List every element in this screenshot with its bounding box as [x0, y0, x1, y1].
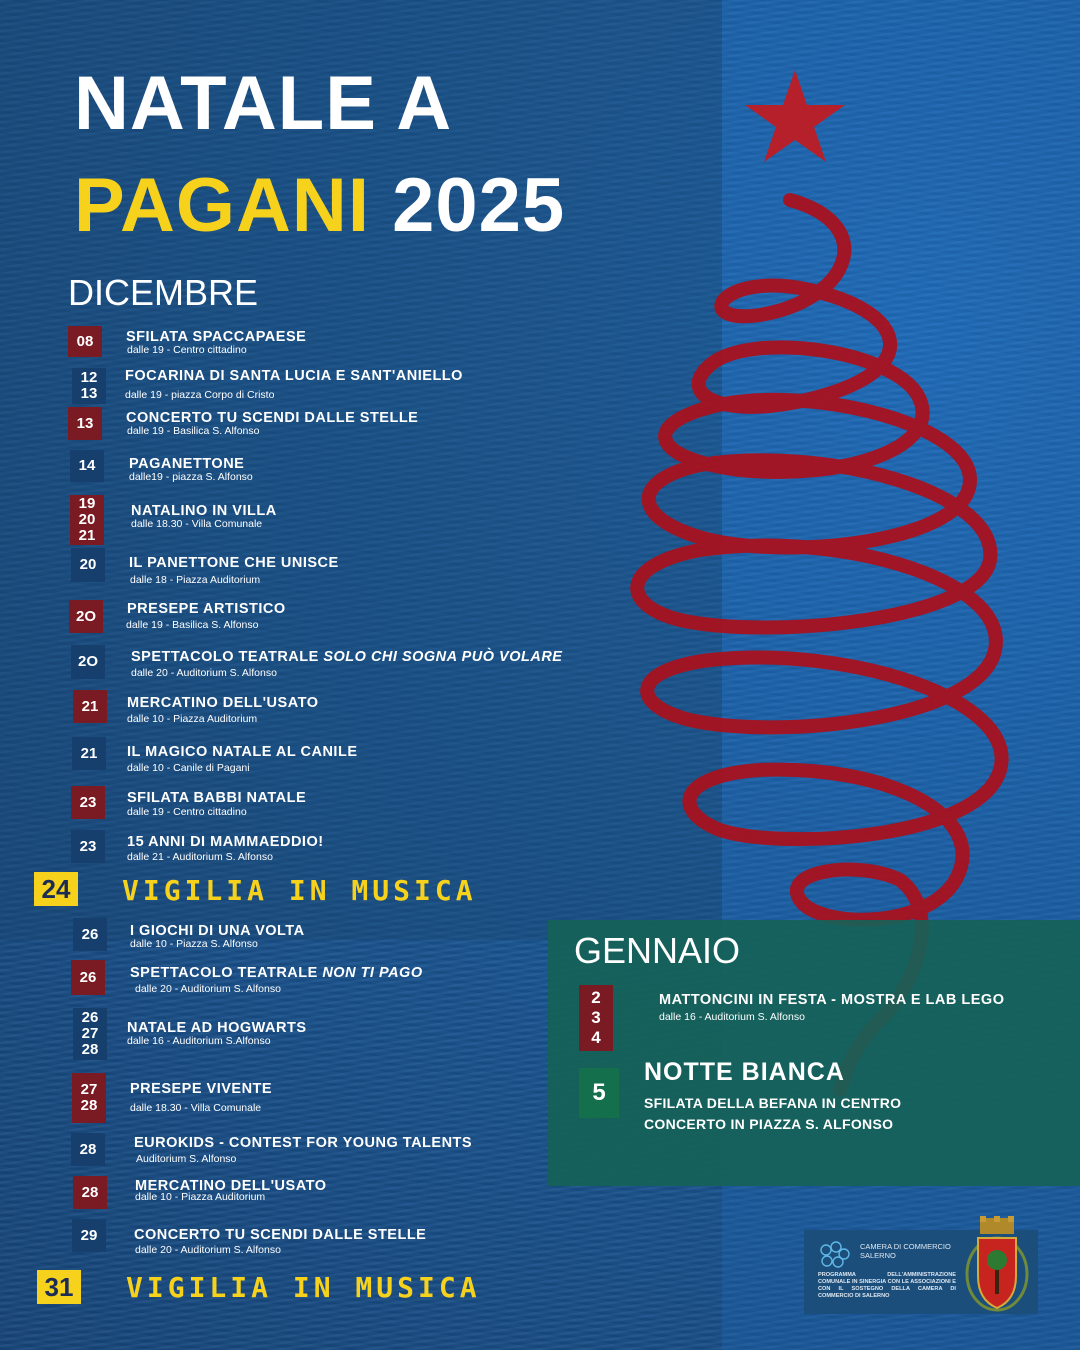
- event-date-badge: [69, 600, 103, 633]
- town-crest-icon: [962, 1216, 1032, 1316]
- event-date-badge: [73, 918, 107, 951]
- event-date-badge: [68, 407, 102, 440]
- event-date-badge: [71, 786, 105, 819]
- event-title: IL MAGICO NATALE AL CANILE: [127, 744, 358, 760]
- event-date-badge: [71, 548, 105, 582]
- event-details: dalle 16 - Auditorium S.Alfonso: [127, 1035, 271, 1047]
- notte-line-2: CONCERTO IN PIAZZA S. ALFONSO: [644, 1116, 894, 1132]
- sponsor-text: PROGRAMMA DELL'AMMINISTRAZIONE COMUNALE IN SINERGIA CON LE ASSOCIAZIONI E CON IL SOSTEGNO DELLA CAMERA DI COMMERCIO DI SALERNO: [818, 1272, 956, 1299]
- event-title: MERCATINO DELL'USATO: [127, 695, 319, 711]
- event-title: I GIOCHI DI UNA VOLTA: [130, 923, 305, 939]
- title-line1: NATALE A: [74, 61, 453, 146]
- event-details: dalle 10 - Canile di Pagani: [127, 762, 250, 774]
- event-date-badge: [71, 1133, 105, 1166]
- event-date: 26: [79, 968, 97, 986]
- event-details: dalle 18.30 - Villa Comunale: [130, 1102, 262, 1114]
- event-details: dalle 18.30 - Villa Comunale: [131, 518, 263, 530]
- event-details: dalle 19 - Centro cittadino: [127, 806, 247, 818]
- event-date-badge: [73, 690, 107, 723]
- event-date: 2O: [75, 607, 96, 625]
- chamber-name: CAMERA DI COMMERCIO SALERNO: [860, 1242, 951, 1260]
- event-date: 26: [81, 1009, 99, 1026]
- chamber-logo-icon: [816, 1240, 852, 1270]
- event-date-badge: [73, 1176, 107, 1209]
- event-date: 20: [79, 556, 97, 573]
- event-date: 28: [79, 1140, 97, 1158]
- event-date: 08: [76, 332, 94, 350]
- lego-date: 2: [591, 988, 601, 1007]
- vigilia-24-date: 24: [34, 872, 78, 906]
- event-title: CONCERTO TU SCENDI DALLE STELLE: [126, 410, 419, 426]
- event-date: 12: [80, 369, 98, 386]
- event-date-badge: [71, 960, 105, 995]
- notte-date: 5: [592, 1079, 606, 1106]
- event-date: 2O: [77, 653, 98, 670]
- event-date-badge: [72, 368, 106, 404]
- event-date: 21: [78, 527, 96, 544]
- vigilia-24-label: VIGILIA IN MUSICA: [122, 874, 477, 907]
- vigilia-31-label: VIGILIA IN MUSICA: [126, 1271, 481, 1304]
- event-date: 13: [80, 385, 98, 402]
- event-details: dalle 19 - Basilica S. Alfonso: [127, 425, 260, 437]
- event-details: dalle 19 - Basilica S. Alfonso: [126, 619, 259, 631]
- event-date-badge: [70, 450, 104, 482]
- event-title-italic: SOLO CHI SOGNA PUÒ VOLARE: [318, 649, 563, 665]
- event-date-badge: [70, 495, 104, 545]
- event-date-badge: [72, 1073, 106, 1123]
- event-details: Auditorium S. Alfonso: [136, 1153, 237, 1165]
- event-date: 26: [81, 925, 99, 943]
- event-title: CONCERTO TU SCENDI DALLE STELLE: [134, 1227, 427, 1243]
- month-dicembre: DICEMBRE: [68, 272, 259, 313]
- event-title: EUROKIDS - CONTEST FOR YOUNG TALENTS: [134, 1135, 473, 1151]
- event-details: dalle 18 - Piazza Auditorium: [130, 574, 261, 586]
- event-details: dalle 20 - Auditorium S. Alfonso: [135, 983, 281, 995]
- event-details: dalle 19 - Centro cittadino: [127, 344, 247, 356]
- vigilia-31: [0, 1267, 560, 1307]
- sponsor-box: [804, 1230, 1038, 1314]
- lego-title: MATTONCINI IN FESTA - MOSTRA E LAB LEGO: [659, 992, 1005, 1008]
- notte-bianca-title: NOTTE BIANCA: [644, 1058, 845, 1086]
- vigilia-24: [0, 870, 560, 910]
- event-title: PAGANETTONE: [129, 456, 245, 472]
- event-details: dalle 10 - Piazza Auditorium: [127, 713, 258, 725]
- event-date: 21: [80, 744, 98, 762]
- event-details: dalle 20 - Auditorium S. Alfonso: [135, 1244, 281, 1256]
- event-date-badge: [71, 830, 105, 863]
- event-date: 23: [79, 793, 97, 811]
- lego-date: 4: [591, 1028, 601, 1047]
- event-details: dalle 21 - Auditorium S. Alfonso: [127, 851, 273, 863]
- event-date: 28: [80, 1097, 98, 1114]
- notte-date-badge: [579, 1068, 619, 1118]
- event-details: dalle 19 - piazza Corpo di Cristo: [125, 389, 275, 401]
- lego-subtitle: dalle 16 - Auditorium S. Alfonso: [659, 1011, 805, 1023]
- event-date: 27: [81, 1025, 99, 1042]
- month-gennaio: GENNAIO: [574, 930, 741, 971]
- event-date: 19: [78, 495, 96, 512]
- event-title: SFILATA SPACCAPAESE: [126, 329, 307, 345]
- event-title: SPETTACOLO TEATRALE NON TI PAGO: [130, 965, 423, 981]
- lego-date: 3: [591, 1008, 601, 1027]
- event-date-badge: [68, 326, 102, 357]
- event-date: 20: [78, 511, 96, 528]
- event-details: dalle 10 - Piazza Auditorium: [135, 1191, 266, 1203]
- star-icon: [745, 70, 845, 162]
- notte-line-1: SFILATA DELLA BEFANA IN CENTRO: [644, 1095, 902, 1111]
- event-details: dalle 10 - Piazza S. Alfonso: [130, 938, 258, 950]
- event-date: 28: [81, 1041, 99, 1058]
- event-title: SFILATA BABBI NATALE: [127, 790, 307, 806]
- event-details: dalle 20 - Auditorium S. Alfonso: [131, 667, 277, 679]
- event-date: 27: [80, 1081, 98, 1098]
- event-title: IL PANETTONE CHE UNISCE: [129, 555, 339, 571]
- event-title: 15 ANNI DI MAMMAEDDIO!: [127, 834, 324, 850]
- vigilia-31-date: 31: [37, 1270, 81, 1304]
- event-date: 14: [78, 457, 96, 474]
- event-date: 13: [76, 414, 94, 432]
- event-title: NATALINO IN VILLA: [131, 503, 277, 519]
- lego-date-badge: [579, 985, 613, 1051]
- event-date: 29: [80, 1226, 98, 1244]
- event-title: MERCATINO DELL'USATO: [135, 1178, 327, 1194]
- event-date: 28: [81, 1183, 99, 1201]
- event-title: PRESEPE VIVENTE: [130, 1081, 273, 1097]
- event-title: NATALE AD HOGWARTS: [127, 1020, 307, 1036]
- event-title: SPETTACOLO TEATRALE SOLO CHI SOGNA PUÒ VOLARE: [131, 649, 563, 665]
- title-city: PAGANI: [74, 163, 370, 248]
- title-line2: [74, 162, 565, 249]
- event-title-italic: NON TI PAGO: [317, 965, 423, 981]
- title-year: 2025: [392, 163, 566, 248]
- event-title: FOCARINA DI SANTA LUCIA E SANT'ANIELLO: [125, 368, 463, 384]
- event-date-badge: [72, 1219, 106, 1252]
- event-date-badge: [72, 737, 106, 770]
- event-date-badge: [71, 645, 105, 679]
- event-title: PRESEPE ARTISTICO: [127, 601, 286, 617]
- event-date: 21: [81, 697, 99, 715]
- event-date-badge: [73, 1008, 107, 1060]
- event-details: dalle19 - piazza S. Alfonso: [129, 471, 253, 483]
- event-date: 23: [79, 837, 97, 855]
